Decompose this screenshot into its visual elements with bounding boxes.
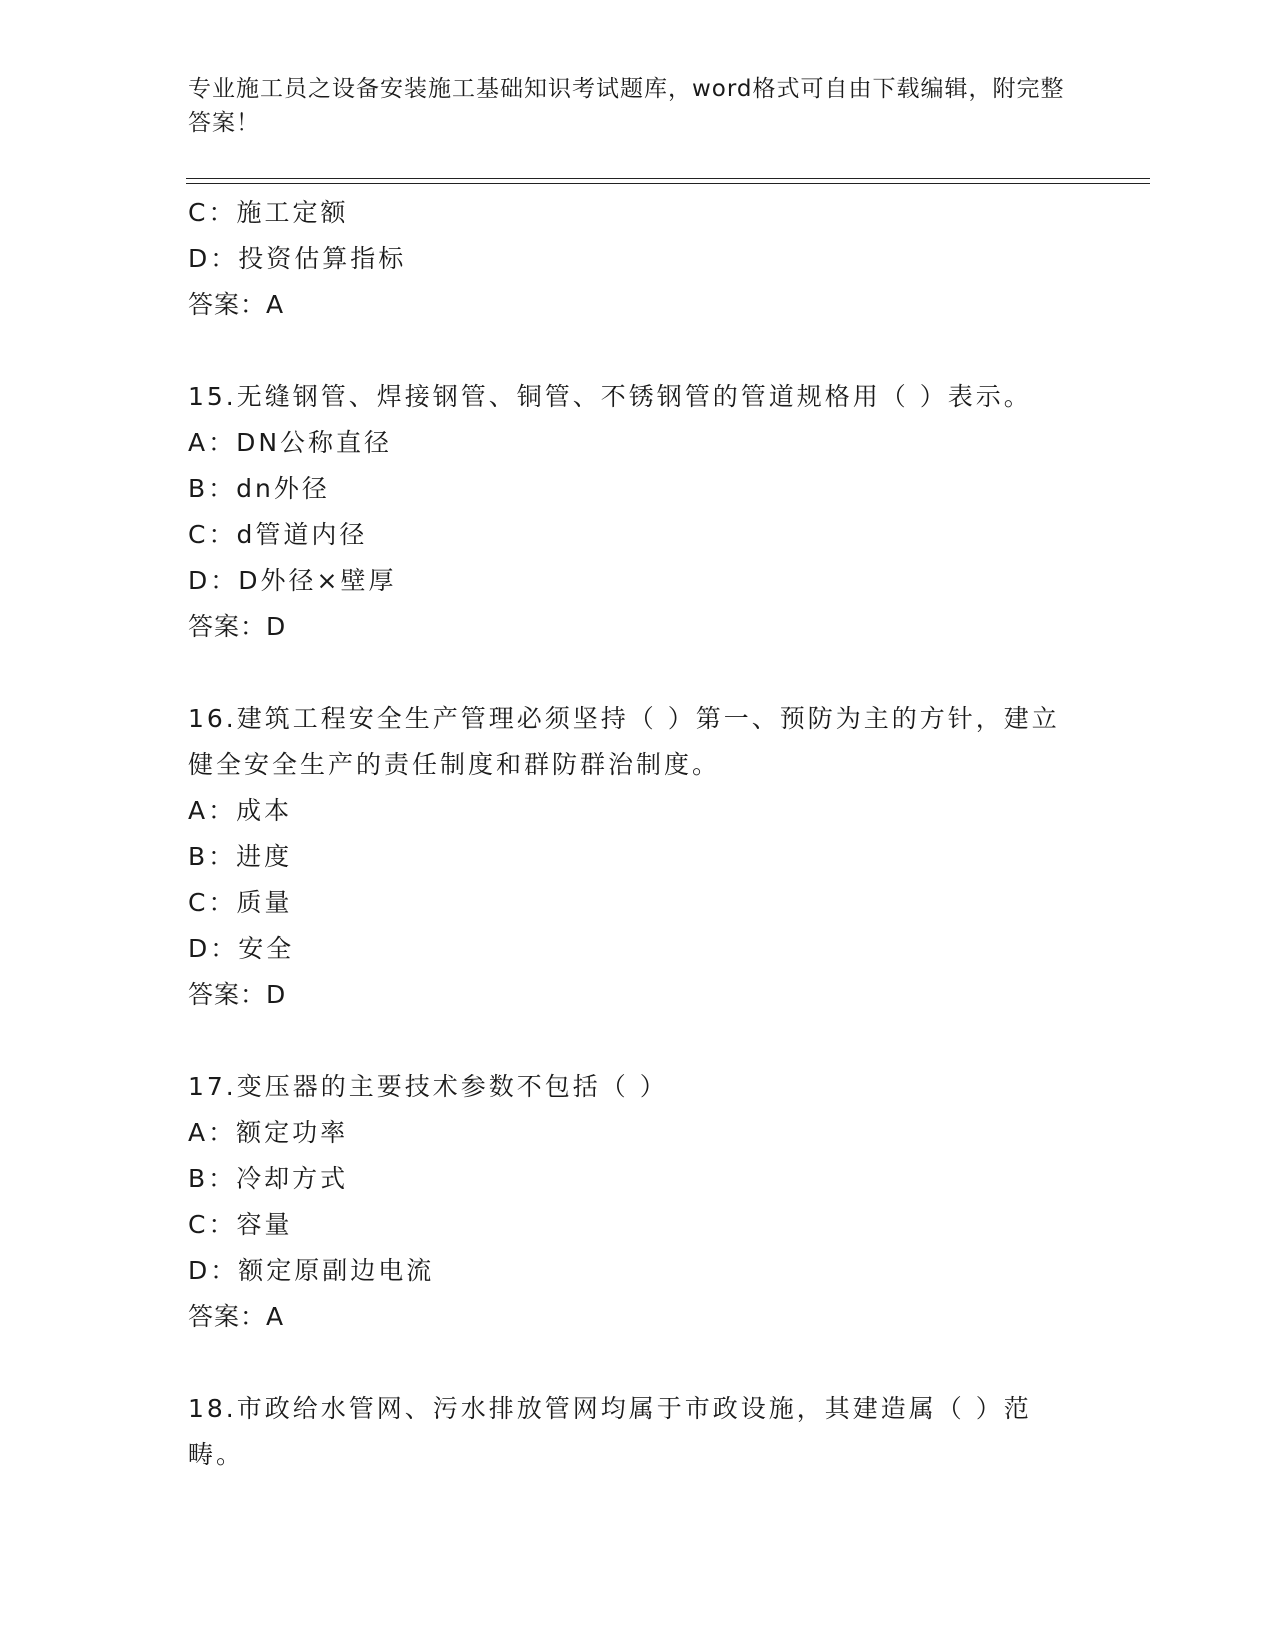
option-d: D：额定原副边电流 bbox=[188, 1256, 435, 1285]
answer-line: 答案：D bbox=[188, 980, 287, 1009]
previous-question-tail bbox=[188, 190, 1068, 328]
question-text: 16.建筑工程安全生产管理必须坚持（ ）第一、预防为主的方针，建立健全安全生产的责任制度和群防群治制度。 bbox=[188, 704, 1060, 779]
page-header-title: 专业施工员之设备安装施工基础知识考试题库，word格式可自由下载编辑，附完整答案！ bbox=[188, 76, 1065, 136]
option-a: A：成本 bbox=[188, 796, 293, 825]
question-18 bbox=[188, 1386, 1068, 1478]
answer-line: 答案：A bbox=[188, 1302, 285, 1331]
spacer bbox=[188, 650, 1068, 696]
question-15 bbox=[188, 374, 1068, 650]
option-b: B：冷却方式 bbox=[188, 1164, 349, 1193]
option-a: A：DN公称直径 bbox=[188, 428, 393, 457]
option-b: B：dn外径 bbox=[188, 474, 330, 503]
question-text: 18.市政给水管网、污水排放管网均属于市政设施，其建造属（ ）范畴。 bbox=[188, 1394, 1032, 1469]
answer-line: 答案：D bbox=[188, 612, 287, 641]
option-d: D：投资估算指标 bbox=[188, 244, 407, 273]
question-content bbox=[188, 190, 1068, 1478]
option-c: C：容量 bbox=[188, 1210, 293, 1239]
option-a: A：额定功率 bbox=[188, 1118, 349, 1147]
header-divider-top bbox=[186, 178, 1150, 179]
question-text: 17.变压器的主要技术参数不包括（ ） bbox=[188, 1072, 668, 1101]
option-c: C：质量 bbox=[188, 888, 293, 917]
question-text: 15.无缝钢管、焊接钢管、铜管、不锈钢管的管道规格用（ ）表示。 bbox=[188, 382, 1032, 411]
question-16 bbox=[188, 696, 1068, 1018]
answer-line: 答案：A bbox=[188, 290, 285, 319]
spacer bbox=[188, 328, 1068, 374]
option-d: D：安全 bbox=[188, 934, 295, 963]
spacer bbox=[188, 1018, 1068, 1064]
header-divider-bottom bbox=[186, 183, 1150, 184]
question-17 bbox=[188, 1064, 1068, 1340]
option-c: C：d管道内径 bbox=[188, 520, 368, 549]
option-b: B：进度 bbox=[188, 842, 293, 871]
option-c: C：施工定额 bbox=[188, 198, 349, 227]
option-d: D：D外径×壁厚 bbox=[188, 566, 397, 595]
spacer bbox=[188, 1340, 1068, 1386]
